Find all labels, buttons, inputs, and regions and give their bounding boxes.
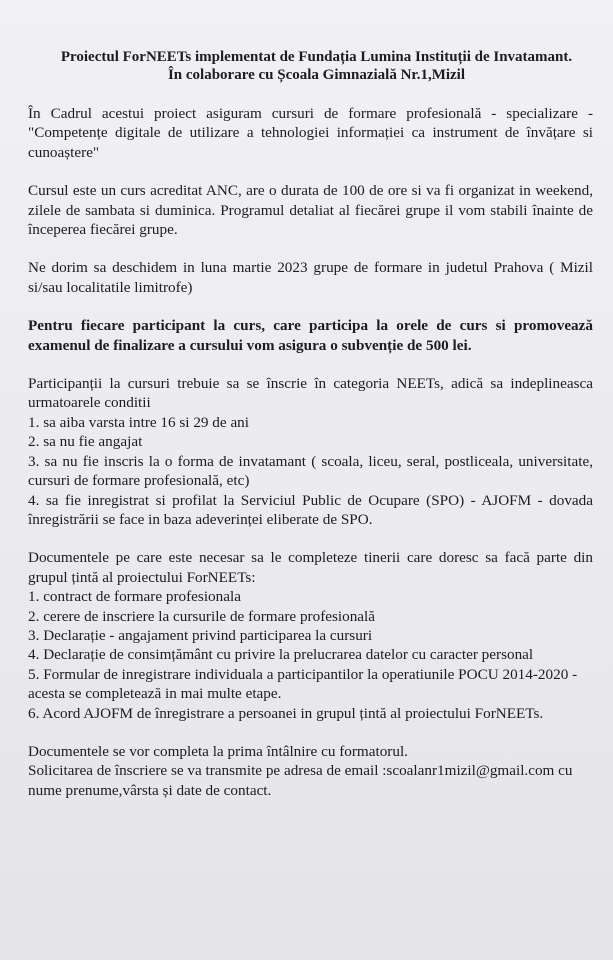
title-line-2: În colaborare cu Școala Gimnazială Nr.1,Mizil bbox=[167, 67, 466, 83]
document-item: 6. Acord AJOFM de înregistrare a persoanei in grupul țintă al proiectului ForNEETs. bbox=[28, 704, 544, 722]
condition-item: 4. sa fie inregistrat si profilat la Serviciul Public de Ocupare (SPO) - AJOFM - dovada înregistrării se face in baza adeverinței eliberate de SPO. bbox=[28, 491, 593, 528]
closing-line-2: Solicitarea de înscriere se va transmite pe adresa de email :scoalanr1mizil@gmail.com cu nume prenume,vârsta și date de contact. bbox=[28, 762, 573, 799]
conditions-section bbox=[28, 374, 593, 529]
paragraph-groups-plan: Ne dorim sa deschidem in luna martie 2023 grupe de formare in judetul Prahova ( Mizil si/sau localitatile limitrofe) bbox=[28, 259, 593, 296]
paragraph-subsidy: Pentru fiecare participant la curs, care participa la orele de curs si promovează examenul de finalizare a cursului vom asigura o subvenție de 500 lei. bbox=[28, 317, 593, 354]
conditions-intro: Participanții la cursuri trebuie sa se înscrie în categoria NEETs, adică sa indeplineasca urmatoarele conditii bbox=[28, 375, 593, 412]
document-item: 3. Declarație - angajament privind participarea la cursuri bbox=[28, 626, 373, 644]
condition-item: 3. sa nu fie inscris la o forma de invatamant ( scoala, liceu, seral, postliceala, universitate, cursuri de formare profesională, etc) bbox=[28, 452, 593, 490]
document-item: 4. Declarație de consimțământ cu privire la prelucrarea datelor cu caracter personal bbox=[28, 646, 534, 664]
document-title bbox=[28, 48, 593, 84]
document-item: 5. Formular de inregistrare individuala a participantilor la operatiunile POCU 2014-2020 - acesta se completează in mai multe etape. bbox=[28, 665, 578, 703]
paragraph-course-details: Cursul este un curs acreditat ANC, are o durata de 100 de ore si va fi organizat in weekend, zilele de sambata si duminica. Programul detaliat al fiecărei grupe il vom stabili înainte de începerea fiecărei grupe. bbox=[28, 182, 593, 239]
title-line-1: Proiectul ForNEETs implementat de Fundația Lumina Instituții de Invatamant. bbox=[60, 49, 573, 65]
condition-item: 1. sa aiba varsta intre 16 si 29 de ani bbox=[28, 413, 249, 431]
documents-section bbox=[28, 548, 593, 723]
document-item: 2. cerere de inscriere la cursurile de formare profesională bbox=[28, 607, 376, 625]
paragraph-course-intro: În Cadrul acestui proiect asiguram cursuri de formare profesională - specializare - "Competențe digitale de utilizare a tehnologiei informației ca instrument de învățare si cunoaștere" bbox=[28, 105, 593, 161]
closing-section bbox=[28, 742, 593, 800]
document-item: 1. contract de formare profesionala bbox=[28, 588, 241, 606]
condition-item: 2. sa nu fie angajat bbox=[28, 433, 143, 451]
document-body bbox=[28, 48, 593, 800]
documents-intro: Documentele pe care este necesar sa le completeze tinerii care doresc sa facă parte din grupul țintă al proiectului ForNEETs: bbox=[28, 549, 593, 586]
closing-line-1: Documentele se vor completa la prima întâlnire cu formatorul. bbox=[28, 742, 408, 760]
